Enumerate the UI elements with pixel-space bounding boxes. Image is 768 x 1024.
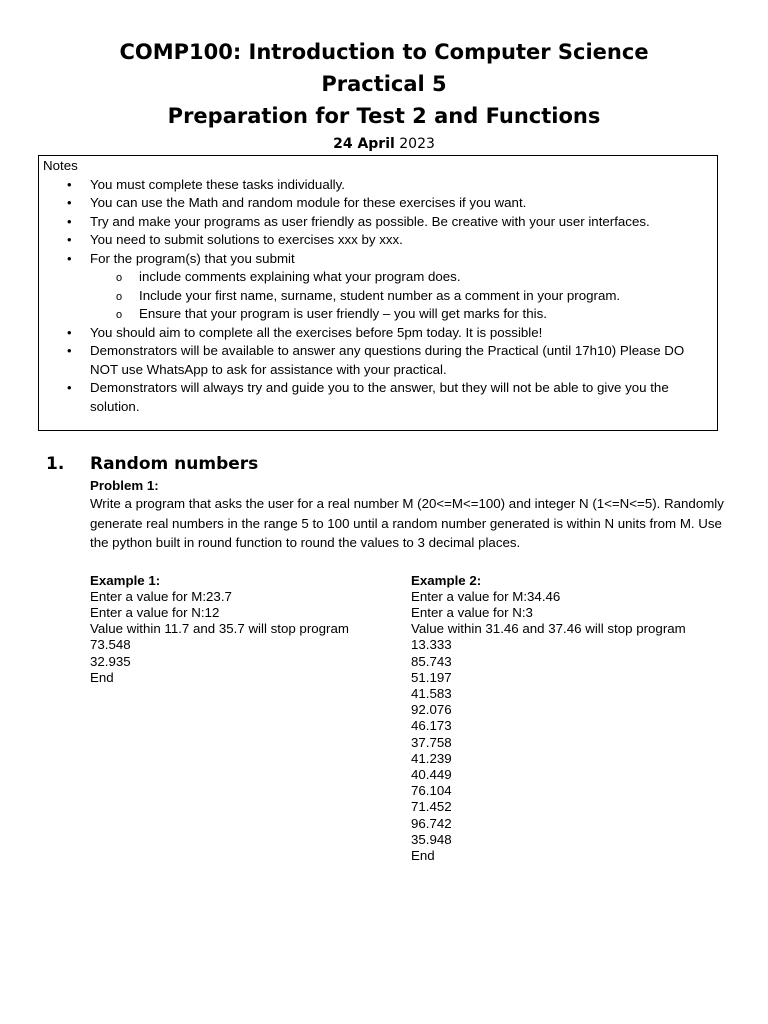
sub-note-text: Ensure that your program is user friendly – you will get marks for this. (139, 306, 547, 321)
note-item (43, 194, 713, 213)
section-number: 1. (46, 454, 65, 474)
example-line: Enter a value for M:23.7 (90, 588, 232, 604)
bullet-icon: • (67, 324, 72, 340)
note-text: You need to submit solutions to exercises xxx by xxx. (90, 232, 403, 247)
note-text: You can use the Math and random module for these exercises if you want. (90, 195, 527, 210)
example-line: 41.239 (411, 750, 452, 766)
circle-bullet-icon: o (116, 290, 123, 303)
bullet-icon: • (67, 232, 72, 247)
bullet-icon: • (67, 250, 72, 266)
problem-description: Write a program that asks the user for a real number M (20<=M<=100) and integer N (1<=N<=5). Randomly generate real numbers in the range 5 to 100 until a random number generated is within N units from M. Use the python built in round function to round the values to 3 decimal places. (90, 496, 724, 550)
section-content (90, 478, 730, 863)
example-line: 41.583 (411, 685, 452, 701)
example-line: Enter a value for M:34.46 (411, 588, 561, 604)
practical-subtitle: Preparation for Test 2 and Functions (167, 104, 601, 128)
note-text: You should aim to complete all the exercises before 5pm today. It is possible! (90, 324, 543, 340)
date-day: 24 April (333, 136, 395, 152)
circle-bullet-icon: o (116, 272, 123, 284)
circle-bullet-icon: o (116, 309, 123, 321)
note-item (43, 324, 713, 343)
example-line: 85.743 (411, 653, 452, 669)
notes-box (38, 155, 718, 431)
note-text: Try and make your programs as user friendly as possible. Be creative with your user interfaces. (90, 213, 650, 229)
note-item (43, 379, 713, 416)
problem-label: Problem 1: (90, 478, 159, 493)
example-line: 37.758 (411, 734, 452, 750)
note-item (43, 213, 713, 232)
example-line: Enter a value for N:3 (411, 604, 533, 620)
example-line: Value within 11.7 and 35.7 will stop program (90, 621, 349, 637)
example-line: 71.452 (411, 799, 452, 815)
date-year: 2023 (399, 136, 435, 152)
document-header (0, 36, 768, 156)
note-item (43, 250, 713, 324)
note-text: Demonstrators will be available to answer any questions during the Practical (until 17h10) Please DO NOT use WhatsApp to ask for assistance with your practical. (90, 343, 685, 377)
document-date (0, 132, 768, 156)
example-line: Enter a value for N:12 (90, 604, 220, 620)
example-line: End (411, 847, 435, 863)
example-line: 96.742 (411, 815, 452, 831)
note-item (43, 231, 713, 250)
note-text: You must complete these tasks individually. (90, 176, 345, 192)
sub-note-text: Include your first name, surname, student number as a comment in your program. (139, 287, 621, 303)
note-text: Demonstrators will always try and guide you to the answer, but they will not be able to give you the solution. (90, 380, 669, 414)
example-line: End (90, 669, 114, 685)
bullet-icon: • (67, 343, 72, 358)
sub-notes-list (90, 268, 713, 324)
example-title: Example 1: (90, 572, 161, 588)
sub-note-item (90, 287, 713, 306)
note-text: For the program(s) that you submit (90, 250, 295, 266)
example-line: 40.449 (411, 766, 452, 782)
bullet-icon: • (67, 213, 72, 229)
notes-heading: Notes (43, 158, 78, 173)
note-item (43, 176, 713, 195)
bullet-icon: • (67, 176, 72, 192)
notes-list (43, 176, 713, 417)
example-line: 76.104 (411, 783, 452, 799)
sub-note-item (90, 305, 713, 324)
note-item (43, 342, 713, 379)
example-title: Example 2: (411, 572, 482, 588)
example-line: 13.333 (411, 637, 452, 653)
example-line: 73.548 (90, 637, 131, 653)
sub-note-text: include comments explaining what your program does. (139, 269, 461, 284)
example-1 (90, 573, 400, 686)
example-line: 46.173 (411, 718, 452, 734)
example-line: 32.935 (90, 653, 131, 669)
example-2 (411, 573, 731, 865)
practical-title: Practical 5 (321, 72, 447, 96)
bullet-icon: • (67, 195, 72, 210)
example-line: 35.948 (411, 831, 452, 847)
bullet-icon: • (67, 380, 72, 395)
course-title: COMP100: Introduction to Computer Science (119, 40, 649, 64)
example-line: Value within 31.46 and 37.46 will stop program (411, 621, 686, 637)
example-line: 92.076 (411, 702, 452, 718)
sub-note-item (90, 268, 713, 287)
section-title: Random numbers (90, 454, 259, 474)
example-line: 51.197 (411, 669, 452, 685)
